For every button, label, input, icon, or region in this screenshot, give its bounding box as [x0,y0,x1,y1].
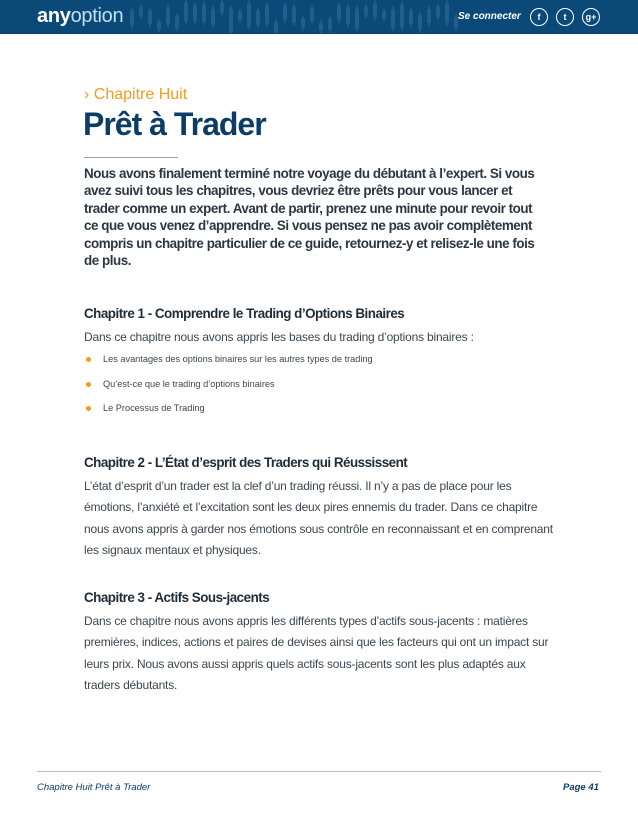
bullet-text: Le Processus de Trading [103,403,205,413]
footer-chapter-label: Chapitre Huit Prêt à Trader [37,782,151,793]
bullet-text: Les avantages des options binaires sur les autres types de trading [103,354,373,364]
chapter-kicker: › Chapitre Huit [84,86,188,103]
logo-option: option [70,5,124,27]
section-1-heading: Chapitre 1 - Comprendre le Trading d’Options Binaires [84,306,405,321]
footer-divider [37,771,601,772]
twitter-icon[interactable]: t [556,8,574,26]
bullet-text: Qu’est-ce que le trading d’options binaires [103,378,275,389]
page-number: Page 41 [563,782,599,793]
section-3-text: Dans ce chapitre nous avons appris les différents types d’actifs sous-jacents : matières premières, indices, actions et paires de devises ainsi que les facteurs qui ont un impact sur leurs prix. Nous avons aussi appris quels actifs sous-jacents sont les plus adaptés aux traders débutants. [84,614,549,692]
intro-paragraph: Nous avons finalement terminé notre voyage du débutant à l’expert. Si vous avez suivi tous les chapitres, vous devriez être prêts pour vous lancer et trader comme un expert. Avant de partir, prenez une minute pour revoir tout ce que vous venez d’apprendre. Si vous pensez ne pas avoir complètement compris un chapitre particulier de ce guide, retournez-y et relisez-le une fois de plus. [84,166,535,269]
bullet-dot-icon [86,382,91,387]
list-item [84,403,373,428]
anyoption-logo[interactable] [37,5,123,28]
header-bar [0,0,638,34]
google-plus-icon[interactable]: g+ [582,8,600,26]
bullet-dot-icon [86,406,91,411]
facebook-icon[interactable]: f [530,8,548,26]
section-1-text: Dans ce chapitre nous avons appris les bases du trading d’options binaires : [84,330,474,344]
list-item [84,379,373,404]
title-divider [84,157,178,158]
section-2-text: L’état d’esprit d’un trader est la clef d’un trading réussi. Il n’y a pas de place pour les émotions, l’anxiété et l’excitation sont les deux pires ennemis du trader. Dans ce chapitre nous avons appris à garder nos émotions sous contrôle en reconnaissant et en comprenant les signaux mentaux et physiques. [84,479,553,557]
list-item [84,354,373,379]
bullet-dot-icon [86,357,91,362]
section-3-heading: Chapitre 3 - Actifs Sous-jacents [84,590,270,605]
login-link[interactable]: Se connecter [458,11,521,22]
section-2-heading: Chapitre 2 - L’État d’esprit des Traders qui Réussissent [84,455,408,470]
page-title: Prêt à Trader [83,106,266,142]
logo-any: any [37,5,71,27]
section-1-bullet-list [84,354,373,428]
